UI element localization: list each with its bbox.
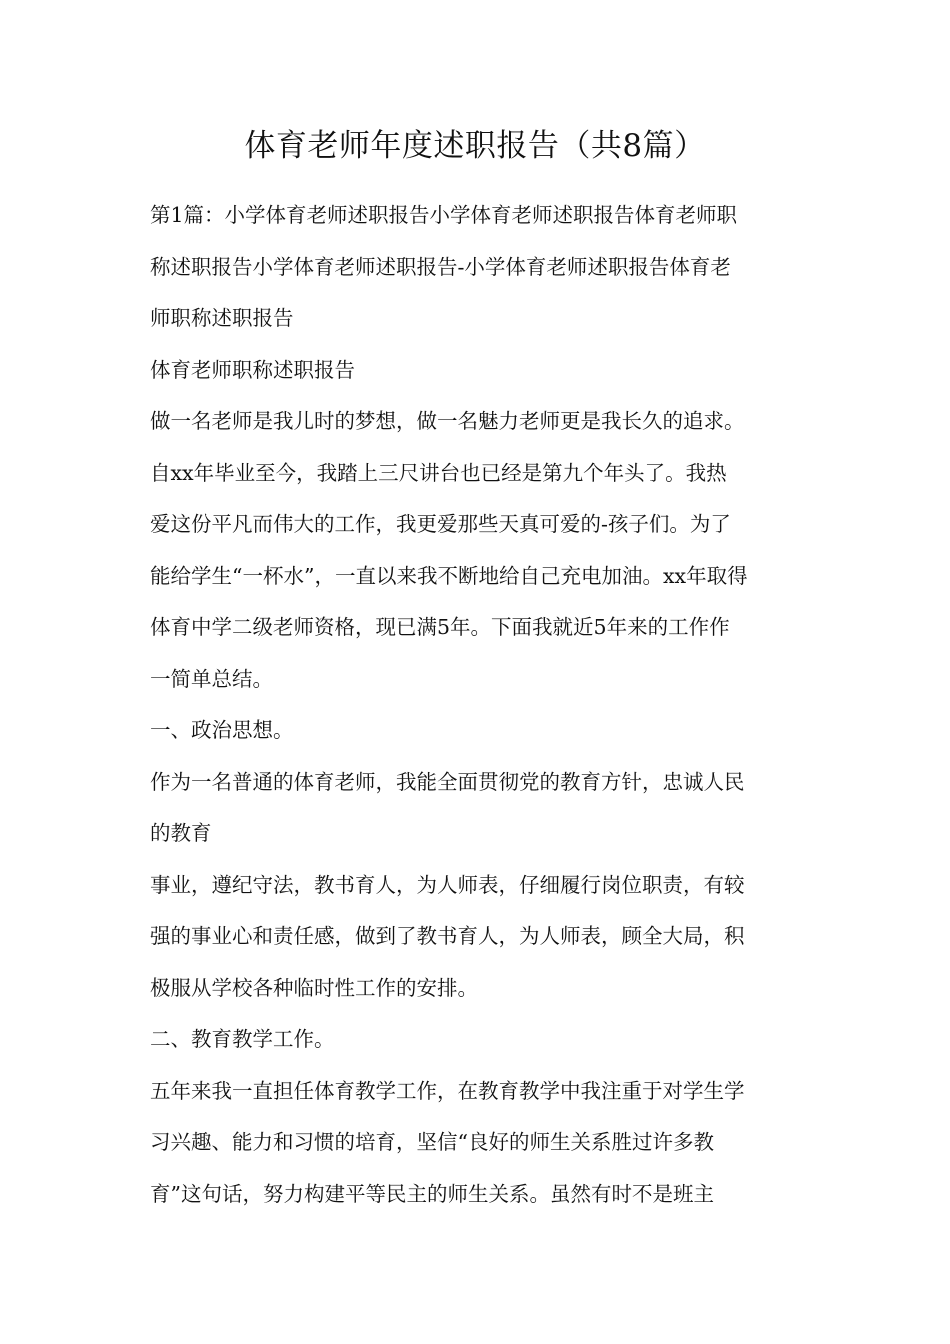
body-line: 作为一名普通的体育老师，我能全面贯彻党的教育方针，忠诚人民	[150, 769, 745, 794]
document-title: 体育老师年度述职报告（共8篇）	[244, 128, 706, 164]
body-line: 五年来我一直担任体育教学工作，在教育教学中我注重于对学生学	[150, 1078, 745, 1103]
body-line: 爱这份平凡而伟大的工作，我更爱那些天真可爱的-孩子们。为了	[150, 512, 731, 536]
body-line: 体育中学二级老师资格，现已满5年。下面我就近5年来的工作作	[150, 615, 730, 639]
body-line: 一简单总结。	[150, 666, 273, 691]
body-line: 的教育	[150, 821, 212, 845]
body-line: 能给学生“一杯水”，一直以来我不断地给自己充电加油。xx年取得	[150, 563, 748, 588]
body-line: 自xx年毕业至今，我踏上三尺讲台也已经是第九个年头了。我热	[150, 460, 727, 485]
body-line: 第1篇：小学体育老师述职报告小学体育老师述职报告体育老师职	[150, 203, 738, 227]
section-heading: 一、政治思想。	[150, 718, 294, 742]
section-heading: 体育老师职称述职报告	[150, 357, 355, 382]
body-line: 强的事业心和责任感，做到了教书育人，为人师表，顾全大局，积	[150, 924, 745, 948]
document-body	[150, 190, 810, 1220]
body-line: 事业，遵纪守法，教书育人，为人师表，仔细履行岗位职责，有较	[150, 872, 745, 897]
body-line: 称述职报告小学体育老师述职报告-小学体育老师述职报告体育老	[150, 254, 731, 279]
body-line: 做一名老师是我儿时的梦想，做一名魅力老师更是我长久的追求。	[150, 409, 745, 433]
body-line: 师职称述职报告	[150, 306, 294, 330]
section-heading: 二、教育教学工作。	[150, 1027, 335, 1051]
body-line: 习兴趣、能力和习惯的培育，坚信“良好的师生关系胜过许多教	[150, 1130, 714, 1154]
body-line: 极服从学校各种临时性工作的安排。	[150, 975, 478, 1000]
body-line: 育”这句话，努力构建平等民主的师生关系。虽然有时不是班主	[150, 1181, 714, 1206]
